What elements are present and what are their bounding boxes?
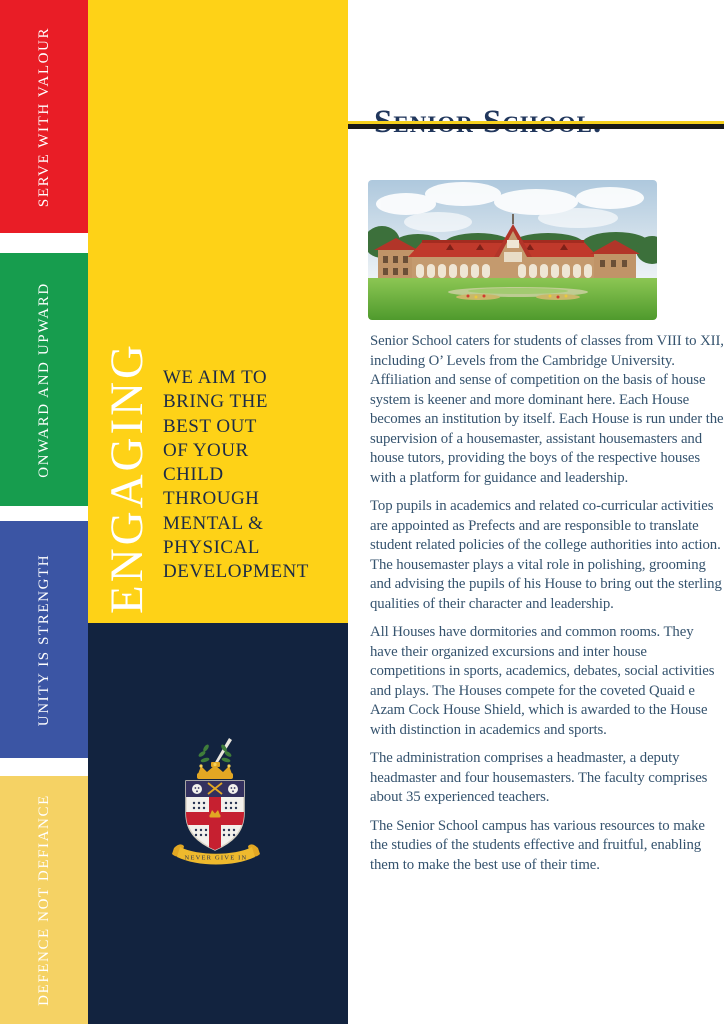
aim-line: WE AIM TO bbox=[163, 367, 268, 388]
theme-word: ENGAGING bbox=[101, 342, 153, 615]
motto-band-onward-and-upward bbox=[0, 253, 88, 506]
theme-word-wrap bbox=[96, 327, 158, 629]
title-rule-black bbox=[348, 124, 724, 129]
aim-line: BEST OUT bbox=[163, 415, 257, 437]
body-paragraph: The Senior School campus has various resources to make the studies of the students effective and fruitful, enabling them to make the best use of their time. bbox=[370, 817, 705, 873]
aim-line: THROUGH bbox=[163, 488, 260, 510]
motto-band-label-wrap bbox=[31, 775, 57, 1024]
motto-band-label-wrap bbox=[31, 0, 57, 242]
aim-line: OF YOUR bbox=[163, 439, 249, 461]
body-paragraph: Senior School caters for students of classes from VIII to XII, including O’ Levels from the Cambridge University. Affiliation and sense of competition on the basis of house system is keener and more dominant here. Each House becomes an institution by itself. Each House is run under the supervision of a housemaster, assistant housemasters and house tutors, providing the boys of the respective houses with a platform for guidance and leadership. bbox=[370, 333, 724, 486]
motto-band-label: ONWARD AND UPWARD bbox=[35, 281, 52, 478]
motto-band-label-wrap bbox=[31, 255, 57, 505]
aim-line: PHYSICAL bbox=[163, 537, 260, 559]
motto-band-unity-is-strength bbox=[0, 521, 88, 758]
content-column bbox=[348, 0, 724, 1024]
crest-motto-text: NEVER GIVE IN bbox=[184, 854, 248, 862]
body-paragraph: All Houses have dormitories and common rooms. They have their organized excursions and inter house competitions in sports, academics, debates, social activities and plays. The Houses compete for the coveted Quaid e Azam Cock House Shield, which is awarded to the House with distinction in academics and sports. bbox=[370, 624, 715, 738]
aim-line: DEVELOPMENT bbox=[163, 561, 309, 583]
aim-line: BRING THE bbox=[163, 391, 268, 413]
motto-band-serve-with-valour bbox=[0, 0, 88, 233]
motto-band-label: UNITY IS STRENGTH bbox=[35, 553, 52, 726]
aim-line: MENTAL & bbox=[163, 512, 264, 534]
motto-band-label: DEFENCE NOT DEFIANCE bbox=[35, 794, 52, 1006]
school-crest bbox=[160, 736, 272, 868]
body-paragraph: Top pupils in academics and related co-curricular activities are appointed as Prefects and are responsible to translate student related policies of the college authorities into action. The housemaster plays a vital role in polishing, grooming and advising the pupils of his House to bring out the sterling qualities of their character and leadership. bbox=[370, 498, 722, 612]
motto-band-defence-not-defiance bbox=[0, 776, 88, 1024]
campus-photo bbox=[368, 180, 657, 320]
motto-band-label-wrap bbox=[31, 515, 57, 765]
aim-line: CHILD bbox=[163, 464, 224, 486]
aim-statement bbox=[163, 366, 343, 585]
motto-band-label: SERVE WITH VALOUR bbox=[35, 26, 52, 207]
body-paragraph: The administration comprises a headmaster, a deputy headmaster and four housemasters. The faculty comprises about 35 experienced teachers. bbox=[370, 750, 708, 805]
body-copy bbox=[370, 332, 724, 884]
crest-crown-icon bbox=[197, 763, 233, 779]
